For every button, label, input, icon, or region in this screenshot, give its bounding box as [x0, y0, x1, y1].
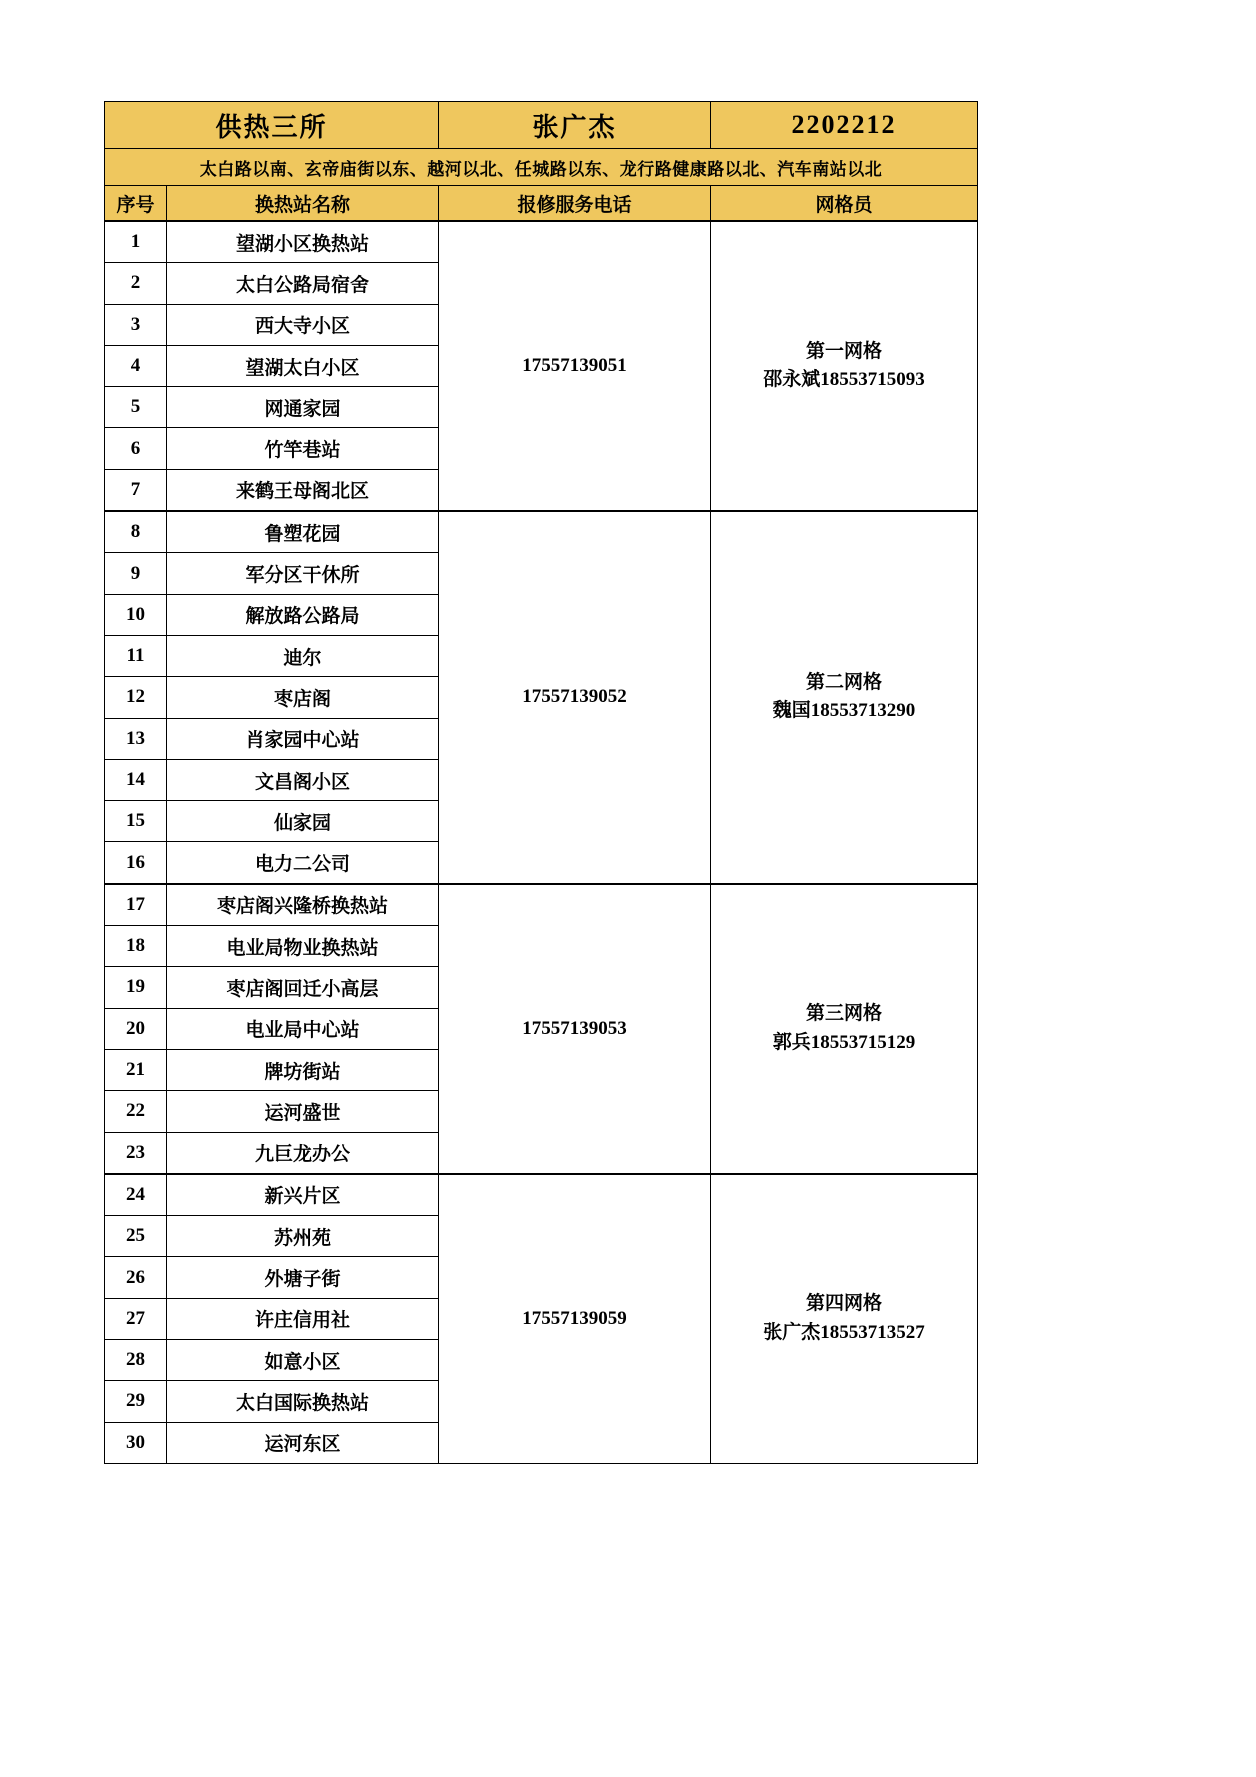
row-no: 6 — [105, 428, 167, 469]
grid-person: 郭兵18553715129 — [772, 1031, 916, 1053]
row-no: 26 — [105, 1257, 167, 1298]
row-station: 望湖小区换热站 — [167, 221, 439, 263]
row-no: 28 — [105, 1340, 167, 1381]
table-header-title-row — [105, 102, 978, 149]
row-no: 30 — [105, 1422, 167, 1463]
row-station: 电业局中心站 — [167, 1008, 439, 1049]
heating-station-table-wrap — [104, 101, 977, 1464]
table-body — [105, 102, 978, 1464]
row-no: 24 — [105, 1174, 167, 1216]
group-service-phone: 17557139059 — [439, 1174, 711, 1464]
row-station: 军分区干休所 — [167, 553, 439, 594]
row-station: 电力二公司 — [167, 842, 439, 884]
row-station: 运河盛世 — [167, 1091, 439, 1132]
group-service-phone: 17557139052 — [439, 511, 711, 884]
row-no: 25 — [105, 1216, 167, 1257]
column-header-gridder: 网格员 — [711, 186, 978, 222]
row-station: 电业局物业换热站 — [167, 926, 439, 967]
row-no: 23 — [105, 1132, 167, 1174]
row-station: 新兴片区 — [167, 1174, 439, 1216]
row-no: 29 — [105, 1381, 167, 1422]
group-service-phone: 17557139053 — [439, 884, 711, 1174]
row-no: 7 — [105, 469, 167, 511]
row-station: 九巨龙办公 — [167, 1132, 439, 1174]
row-no: 3 — [105, 304, 167, 345]
row-station: 太白公路局宿舍 — [167, 263, 439, 304]
row-station: 如意小区 — [167, 1340, 439, 1381]
table-row — [105, 221, 978, 263]
column-header-station: 换热站名称 — [167, 186, 439, 222]
grid-person: 魏国18553713290 — [772, 700, 916, 722]
grid-person: 邵永斌18553715093 — [763, 369, 925, 391]
office-phone-cell: 2202212 — [711, 102, 978, 149]
group-gridder — [711, 1174, 978, 1464]
row-no: 16 — [105, 842, 167, 884]
row-no: 15 — [105, 801, 167, 842]
row-station: 太白国际换热站 — [167, 1381, 439, 1422]
row-station: 望湖太白小区 — [167, 345, 439, 386]
row-no: 12 — [105, 677, 167, 718]
manager-name-cell: 张广杰 — [439, 102, 711, 149]
office-name-cell: 供热三所 — [105, 102, 439, 149]
row-station: 来鹤王母阁北区 — [167, 469, 439, 511]
row-no: 22 — [105, 1091, 167, 1132]
row-station: 牌坊街站 — [167, 1049, 439, 1090]
table-column-header-row — [105, 186, 978, 222]
group-gridder — [711, 511, 978, 884]
row-no: 8 — [105, 511, 167, 553]
table-row — [105, 511, 978, 553]
row-no: 20 — [105, 1008, 167, 1049]
row-no: 11 — [105, 635, 167, 676]
row-no: 18 — [105, 926, 167, 967]
row-no: 13 — [105, 718, 167, 759]
grid-name: 第二网格 — [806, 671, 883, 693]
row-station: 竹竿巷站 — [167, 428, 439, 469]
row-no: 19 — [105, 967, 167, 1008]
row-no: 27 — [105, 1298, 167, 1339]
service-scope-cell: 太白路以南、玄帝庙街以东、越河以北、任城路以东、龙行路健康路以北、汽车南站以北 — [105, 149, 978, 186]
row-station: 文昌阁小区 — [167, 759, 439, 800]
heating-station-table — [104, 101, 978, 1464]
row-no: 5 — [105, 387, 167, 428]
row-station: 西大寺小区 — [167, 304, 439, 345]
group-gridder — [711, 884, 978, 1174]
row-station: 枣店阁回迁小高层 — [167, 967, 439, 1008]
row-no: 4 — [105, 345, 167, 386]
row-no: 2 — [105, 263, 167, 304]
table-row — [105, 884, 978, 926]
row-no: 9 — [105, 553, 167, 594]
row-station: 枣店阁兴隆桥换热站 — [167, 884, 439, 926]
row-no: 1 — [105, 221, 167, 263]
group-gridder — [711, 221, 978, 511]
row-station: 网通家园 — [167, 387, 439, 428]
row-station: 仙家园 — [167, 801, 439, 842]
group-service-phone: 17557139051 — [439, 221, 711, 511]
row-station: 运河东区 — [167, 1422, 439, 1463]
row-no: 17 — [105, 884, 167, 926]
row-station: 迪尔 — [167, 635, 439, 676]
row-station: 外塘子街 — [167, 1257, 439, 1298]
grid-person: 张广杰18553713527 — [763, 1321, 925, 1343]
grid-name: 第一网格 — [806, 340, 883, 362]
row-station: 许庄信用社 — [167, 1298, 439, 1339]
table-row — [105, 1174, 978, 1216]
row-station: 鲁塑花园 — [167, 511, 439, 553]
column-header-service-phone: 报修服务电话 — [439, 186, 711, 222]
row-no: 21 — [105, 1049, 167, 1090]
row-station: 枣店阁 — [167, 677, 439, 718]
row-station: 肖家园中心站 — [167, 718, 439, 759]
grid-name: 第三网格 — [806, 1003, 883, 1025]
row-no: 14 — [105, 759, 167, 800]
row-station: 苏州苑 — [167, 1216, 439, 1257]
table-header-scope-row — [105, 149, 978, 186]
grid-name: 第四网格 — [806, 1293, 883, 1315]
row-station: 解放路公路局 — [167, 594, 439, 635]
row-no: 10 — [105, 594, 167, 635]
column-header-no: 序号 — [105, 186, 167, 222]
